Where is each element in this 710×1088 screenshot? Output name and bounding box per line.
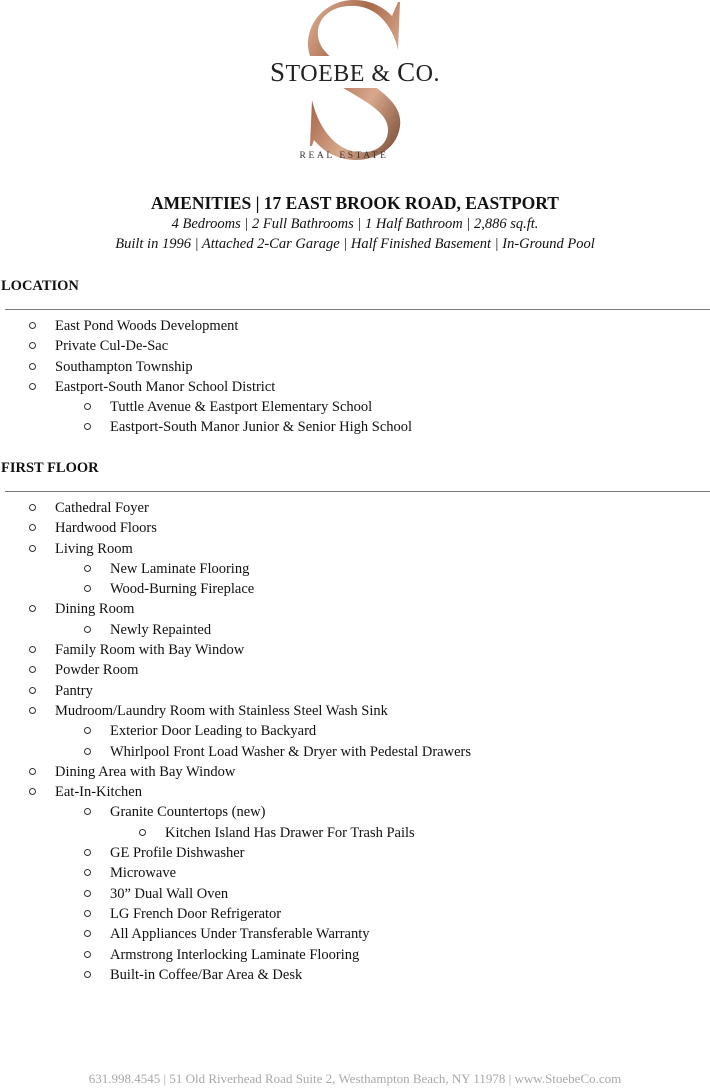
list-item	[0, 417, 412, 437]
circle-bullet-icon	[29, 605, 36, 612]
list-item	[0, 782, 471, 802]
list-item-text: Southampton Township	[55, 358, 193, 375]
circle-bullet-icon	[29, 646, 36, 653]
list-item	[0, 579, 471, 599]
list-item-text: Microwave	[110, 865, 177, 882]
section-divider	[5, 309, 710, 310]
list-item	[0, 701, 471, 721]
circle-bullet-icon	[84, 727, 91, 734]
list-item-text: Whirlpool Front Load Washer & Dryer with Pedestal Drawers	[110, 743, 471, 760]
logo-tagline: REAL ESTATE	[299, 151, 389, 161]
list-item	[0, 742, 471, 762]
company-logo	[0, 0, 710, 170]
location-list	[0, 316, 412, 438]
circle-bullet-icon	[84, 890, 91, 897]
list-item	[0, 681, 471, 701]
list-item-text: Pantry	[55, 682, 93, 699]
circle-bullet-icon	[84, 808, 91, 815]
list-item-text: Hardwood Floors	[55, 520, 157, 537]
list-item-text: Powder Room	[55, 662, 139, 679]
list-item	[0, 965, 471, 985]
list-item-text: Dining Room	[55, 601, 135, 618]
list-item-text: Granite Countertops (new)	[110, 804, 266, 821]
section-first-floor	[0, 459, 710, 983]
circle-bullet-icon	[84, 971, 91, 978]
list-item-text: New Laminate Flooring	[110, 560, 250, 577]
list-item-text: Exterior Door Leading to Backyard	[110, 723, 317, 740]
circle-bullet-icon	[29, 545, 36, 552]
stoebe-logo-mark	[270, 0, 440, 165]
logo-brand-name: STOEBE & CO.	[270, 57, 440, 87]
list-item	[0, 904, 471, 924]
circle-bullet-icon	[29, 383, 36, 390]
list-item-text: East Pond Woods Development	[55, 318, 239, 334]
circle-bullet-icon	[84, 910, 91, 917]
first-floor-list	[0, 498, 471, 985]
circle-bullet-icon	[29, 524, 36, 531]
list-item-text: GE Profile Dishwasher	[110, 845, 245, 862]
circle-bullet-icon	[29, 687, 36, 694]
page-title: AMENITIES | 17 EAST BROOK ROAD, EASTPORT	[151, 193, 559, 213]
list-item	[0, 539, 471, 559]
list-item-text: All Appliances Under Transferable Warranty	[110, 926, 370, 943]
section-divider	[5, 491, 710, 492]
list-item-text: Private Cul-De-Sac	[55, 338, 169, 355]
list-item	[0, 518, 471, 538]
circle-bullet-icon	[29, 363, 36, 370]
list-item	[0, 863, 471, 883]
list-item-text: Living Room	[55, 540, 133, 557]
circle-bullet-icon	[84, 869, 91, 876]
circle-bullet-icon	[84, 951, 91, 958]
list-item-text: Mudroom/Laundry Room with Stainless Steel Wash Sink	[55, 702, 388, 719]
property-summary-line-1: 4 Bedrooms | 2 Full Bathrooms | 1 Half Bathroom | 2,886 sq.ft.	[171, 216, 539, 232]
list-item	[0, 762, 471, 782]
list-item	[0, 843, 471, 863]
section-location	[0, 277, 710, 436]
circle-bullet-icon	[29, 342, 36, 349]
list-item	[0, 357, 412, 377]
circle-bullet-icon	[84, 423, 91, 430]
list-item	[0, 660, 471, 680]
list-item	[0, 924, 471, 944]
list-item	[0, 498, 471, 518]
circle-bullet-icon	[84, 585, 91, 592]
list-item-text: Family Room with Bay Window	[55, 642, 245, 659]
circle-bullet-icon	[29, 768, 36, 775]
list-item-text: Dining Area with Bay Window	[55, 763, 236, 780]
document-header	[0, 192, 710, 254]
list-item-text: Cathedral Foyer	[55, 500, 149, 516]
circle-bullet-icon	[29, 322, 36, 329]
list-item	[0, 802, 471, 822]
list-item	[0, 316, 412, 336]
list-item	[0, 397, 412, 417]
section-heading: LOCATION	[1, 278, 79, 294]
list-item-text: LG French Door Refrigerator	[110, 905, 282, 922]
list-item	[0, 721, 471, 741]
circle-bullet-icon	[84, 930, 91, 937]
list-item	[0, 945, 471, 965]
circle-bullet-icon	[84, 403, 91, 410]
list-item	[0, 599, 471, 619]
list-item-text: Armstrong Interlocking Laminate Flooring	[110, 946, 360, 963]
list-item-text: Kitchen Island Has Drawer For Trash Pails	[165, 824, 415, 841]
list-item	[0, 640, 471, 660]
circle-bullet-icon	[29, 707, 36, 714]
list-item-text: Tuttle Avenue & Eastport Elementary School	[110, 399, 373, 416]
list-item	[0, 884, 471, 904]
list-item-text: Built-in Coffee/Bar Area & Desk	[110, 966, 303, 983]
list-item	[0, 823, 471, 843]
circle-bullet-icon	[84, 626, 91, 633]
footer-contact: 631.998.4545 | 51 Old Riverhead Road Suite 2, Westhampton Beach, NY 11978 | www.StoebeCo.com	[88, 1071, 622, 1086]
property-summary-line-2: Built in 1996 | Attached 2-Car Garage | Half Finished Basement | In-Ground Pool	[115, 236, 595, 252]
circle-bullet-icon	[84, 849, 91, 856]
list-item-text: Newly Repainted	[110, 621, 212, 638]
list-item-text: Wood-Burning Fireplace	[110, 581, 255, 598]
list-item	[0, 336, 412, 356]
section-heading: FIRST FLOOR	[1, 460, 99, 476]
list-item	[0, 377, 412, 397]
circle-bullet-icon	[29, 666, 36, 673]
circle-bullet-icon	[139, 829, 146, 836]
circle-bullet-icon	[29, 504, 36, 511]
circle-bullet-icon	[29, 788, 36, 795]
circle-bullet-icon	[84, 565, 91, 572]
list-item-text: Eastport-South Manor School District	[55, 378, 276, 395]
list-item	[0, 620, 471, 640]
list-item-text: Eat-In-Kitchen	[55, 784, 142, 801]
list-item-text: Eastport-South Manor Junior & Senior High School	[110, 419, 413, 436]
circle-bullet-icon	[84, 748, 91, 755]
list-item-text: 30” Dual Wall Oven	[110, 885, 229, 902]
list-item	[0, 559, 471, 579]
